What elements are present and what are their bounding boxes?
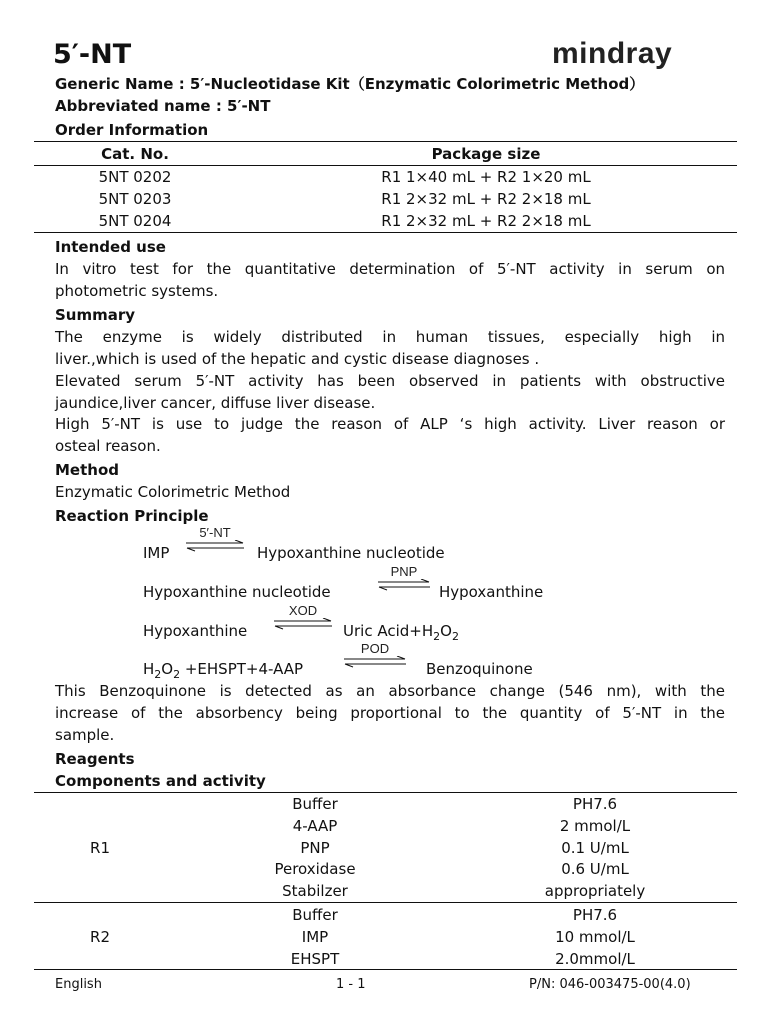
summary-line-3: Elevated serum 5′-NT activity has been observed in patients with obstructive: [55, 372, 725, 390]
reaction-principle-heading: Reaction Principle: [55, 507, 209, 525]
reagent-r1-component-1: Buffer: [292, 795, 338, 813]
order-table-header-catno: Cat. No.: [101, 145, 169, 163]
summary-heading: Summary: [55, 306, 136, 324]
order-row-1-catno: 5NT 0202: [98, 168, 172, 186]
reagent-r2-activity-3: 2.0mmol/L: [555, 950, 635, 968]
reagent-r1-label: R1: [90, 839, 110, 857]
order-information-heading: Order Information: [55, 121, 209, 139]
reaction-3-product-o: O: [440, 622, 452, 640]
reaction-4-sub-2: 2: [173, 668, 181, 681]
equilibrium-arrow-icon: [273, 618, 333, 630]
reagents-heading: Reagents: [55, 750, 135, 768]
order-table-header-package: Package size: [431, 145, 541, 163]
method-text: Enzymatic Colorimetric Method: [55, 483, 291, 501]
reaction-4-o: O: [161, 660, 174, 678]
reagent-r1-activity-5: appropriately: [544, 882, 646, 900]
order-table-top-rule: [34, 141, 737, 142]
reaction-3-product-text: Uric Acid+H: [343, 622, 434, 640]
reagent-r2-activity-1: PH7.6: [572, 906, 618, 924]
reagent-r1-component-3: PNP: [300, 839, 330, 857]
summary-line-1: The enzyme is widely distributed in human tissues, especially high in: [55, 328, 725, 346]
reagent-r1-activity-1: PH7.6: [572, 795, 618, 813]
mindray-logo: mindray: [552, 37, 673, 70]
reagent-r1-activity-2: 2 mmol/L: [559, 817, 631, 835]
reagent-r2-component-2: IMP: [301, 928, 329, 946]
reaction-3-equilibrium-arrow: [273, 603, 333, 632]
reaction-4-equilibrium-arrow: [343, 641, 407, 670]
reagent-r1-activity-3: 0.1 U/mL: [561, 839, 629, 857]
reaction-1-equilibrium-arrow: [185, 525, 245, 554]
reaction-2-product: Hypoxanthine: [439, 583, 544, 601]
reaction-1-product: Hypoxanthine nucleotide: [257, 544, 445, 562]
reaction-description-line-1: This Benzoquinone is detected as an absorbance change (546 nm), with the: [55, 682, 725, 700]
summary-line-6: osteal reason.: [55, 437, 161, 455]
order-row-3-catno: 5NT 0204: [98, 212, 172, 230]
equilibrium-arrow-icon: [185, 540, 245, 552]
reaction-3-enzyme: XOD: [288, 603, 318, 618]
reaction-1-enzyme: 5′-NT: [199, 525, 231, 540]
equilibrium-arrow-icon: [343, 656, 407, 668]
footer-language: English: [55, 977, 102, 992]
order-row-2-package: R1 2×32 mL + R2 2×18 mL: [381, 190, 591, 208]
reaction-description-line-3: sample.: [55, 726, 115, 744]
reagent-r2-component-3: EHSPT: [290, 950, 340, 968]
generic-name: Generic Name : 5′-Nucleotidase Kit（Enzymatic Colorimetric Method）: [55, 75, 645, 93]
reagents-table-group-rule: [34, 902, 737, 903]
intended-use-heading: Intended use: [55, 238, 166, 256]
reagent-r1-component-2: 4-AAP: [292, 817, 338, 835]
footer-page-number: 1 - 1: [336, 977, 366, 992]
document-title: 5′-NT: [53, 39, 132, 70]
order-row-1-package: R1 1×40 mL + R2 1×20 mL: [381, 168, 591, 186]
reaction-4-sub-1: 2: [154, 668, 162, 681]
summary-line-2: liver.,which is used of the hepatic and cystic disease diagnoses .: [55, 350, 540, 368]
reaction-1-reactant: IMP: [143, 544, 170, 562]
components-heading: Components and activity: [55, 772, 266, 790]
footer-part-number: P/N: 046-003475-00(4.0): [529, 977, 691, 992]
equilibrium-arrow-icon: [377, 579, 431, 591]
reagent-r2-label: R2: [90, 928, 110, 946]
reagent-r1-component-4: Peroxidase: [274, 860, 356, 878]
reaction-2-reactant: Hypoxanthine nucleotide: [143, 583, 331, 601]
reagent-r2-activity-2: 10 mmol/L: [555, 928, 635, 946]
reaction-2-equilibrium-arrow: [377, 564, 431, 593]
reaction-3-product-sub-2: 2: [451, 630, 459, 643]
reagent-r1-activity-4: 0.6 U/mL: [561, 860, 629, 878]
reagents-table-bottom-rule: [34, 969, 737, 970]
reaction-description-line-2: increase of the absorbency being proportional to the quantity of 5′-NT in the: [55, 704, 725, 722]
reagent-r2-component-1: Buffer: [292, 906, 338, 924]
order-row-3-package: R1 2×32 mL + R2 2×18 mL: [381, 212, 591, 230]
reaction-4-rest: +EHSPT+4-AAP: [180, 660, 304, 678]
reaction-4-product: Benzoquinone: [426, 660, 533, 678]
order-row-2-catno: 5NT 0203: [98, 190, 172, 208]
abbreviated-name: Abbreviated name : 5′-NT: [55, 97, 271, 115]
reaction-3-reactant: Hypoxanthine: [143, 622, 248, 640]
order-table-bottom-rule: [34, 232, 737, 233]
method-heading: Method: [55, 461, 119, 479]
reagent-r1-component-5: Stabilzer: [282, 882, 348, 900]
summary-line-4: jaundice,liver cancer, diffuse liver disease.: [55, 394, 376, 412]
intended-use-line-1: In vitro test for the quantitative determination of 5′-NT activity in serum on: [55, 260, 725, 278]
intended-use-line-2: photometric systems.: [55, 282, 219, 300]
reaction-3-product-sub-1: 2: [433, 630, 441, 643]
reaction-2-enzyme: PNP: [390, 564, 418, 579]
reaction-4-enzyme: POD: [360, 641, 390, 656]
reaction-4-h: H: [143, 660, 155, 678]
summary-line-5: High 5′-NT is use to judge the reason of ALP ‘s high activity. Liver reason or: [55, 415, 725, 433]
